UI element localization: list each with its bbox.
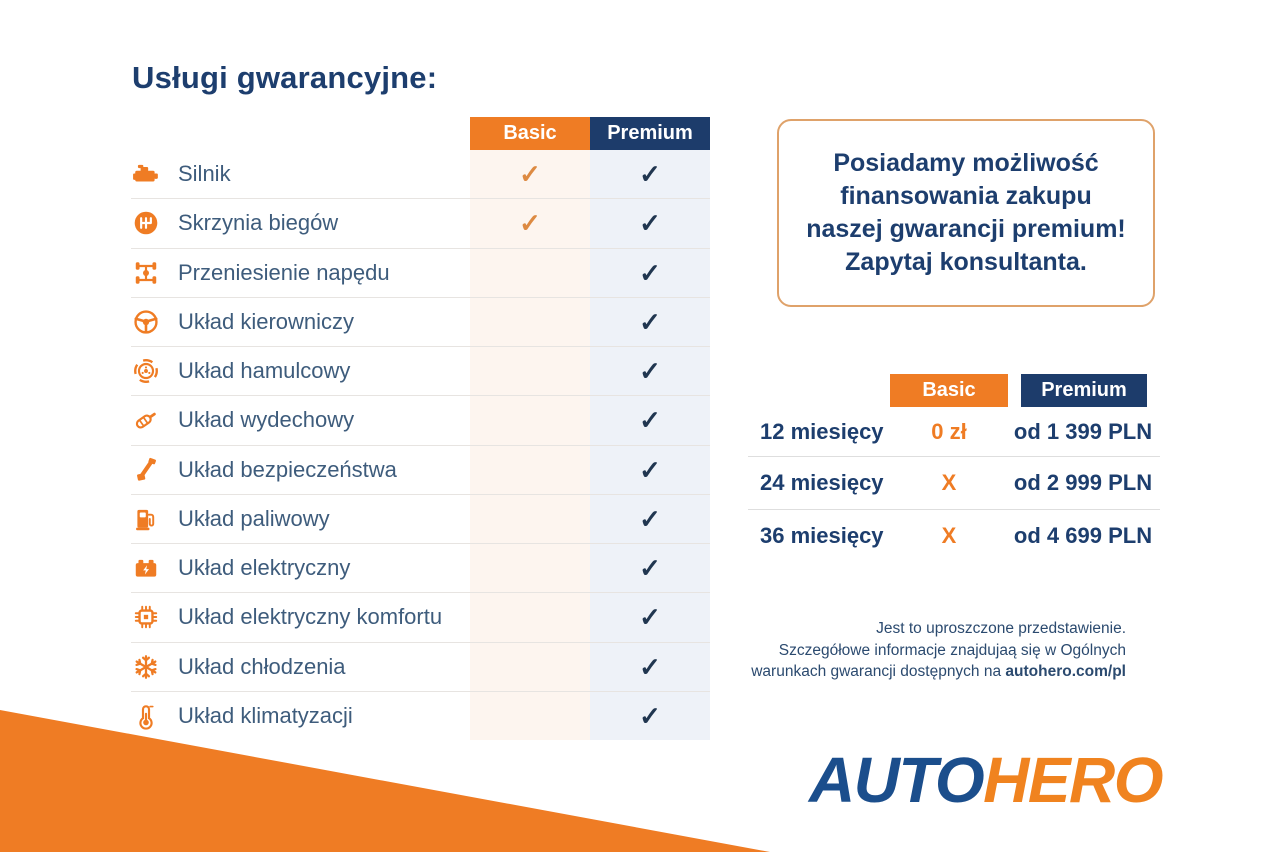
row-label: Układ klimatyzacji <box>178 702 353 728</box>
premium-cell <box>590 692 710 740</box>
table-row <box>131 150 710 199</box>
drivetrain-icon <box>132 259 160 287</box>
pricing-row <box>748 509 1160 562</box>
premium-cell <box>590 150 710 198</box>
table-row <box>131 249 710 298</box>
premium-checkmark: ✓ <box>639 208 661 239</box>
autohero-logo <box>809 743 1162 817</box>
row-label: Układ chłodzenia <box>178 653 346 679</box>
financing-line: Zapytaj konsultanta. <box>845 248 1087 276</box>
basic-cell <box>470 643 590 691</box>
pricing-premium-value: od 4 699 PLN <box>1013 523 1153 548</box>
pricing-premium-value: od 2 999 PLN <box>1013 470 1153 495</box>
pricing-premium-value: od 1 399 PLN <box>1013 418 1153 444</box>
row-label-cell <box>131 495 470 543</box>
premium-checkmark: ✓ <box>639 651 661 682</box>
row-label: Przeniesienie napędu <box>178 259 390 285</box>
table-row <box>131 446 710 495</box>
thermometer-icon <box>132 702 160 730</box>
pricing-basic-value: 0 zł <box>931 418 967 444</box>
basic-checkmark: ✓ <box>519 208 541 239</box>
pricing-period: 24 miesięcy <box>760 470 884 495</box>
disclaimer-line: warunkach gwarancji dostępnych na autohero.com/pl <box>751 663 1126 680</box>
pricing-period: 12 miesięcy <box>760 418 884 444</box>
financing-note-box <box>777 119 1155 307</box>
premium-column-header: Premium <box>590 117 710 150</box>
row-label-cell <box>131 593 470 641</box>
row-label: Układ paliwowy <box>178 505 330 531</box>
pricing-basic-header: Basic <box>890 374 1008 407</box>
row-label: Układ kierowniczy <box>178 308 355 334</box>
premium-cell <box>590 396 710 444</box>
pricing-row <box>748 456 1160 509</box>
row-label: Układ hamulcowy <box>178 358 351 384</box>
basic-column-header: Basic <box>470 117 590 150</box>
basic-cell <box>470 692 590 740</box>
pricing-basic-value: X <box>941 470 957 495</box>
gearbox-icon <box>132 209 160 237</box>
premium-checkmark: ✓ <box>639 356 661 387</box>
basic-cell <box>470 298 590 346</box>
table-row <box>131 298 710 347</box>
basic-cell <box>470 593 590 641</box>
premium-cell <box>590 199 710 247</box>
website-url: autohero.com/pl <box>1005 663 1126 680</box>
row-label: Układ elektryczny <box>178 555 351 581</box>
premium-checkmark: ✓ <box>639 553 661 584</box>
table-row <box>131 544 710 593</box>
premium-checkmark: ✓ <box>639 159 661 190</box>
page-title: Usługi gwarancyjne: <box>132 60 438 95</box>
steering-wheel-icon <box>132 308 160 336</box>
premium-cell <box>590 249 710 297</box>
basic-cell <box>470 544 590 592</box>
basic-cell <box>470 150 590 198</box>
row-label-cell <box>131 643 470 691</box>
basic-cell <box>470 347 590 395</box>
premium-cell <box>590 495 710 543</box>
basic-cell <box>470 495 590 543</box>
table-row <box>131 495 710 544</box>
row-label-cell <box>131 347 470 395</box>
engine-icon <box>132 160 160 188</box>
row-label: Układ elektryczny komfortu <box>178 604 443 630</box>
premium-checkmark: ✓ <box>639 257 661 288</box>
premium-checkmark: ✓ <box>639 503 661 534</box>
table-row <box>131 199 710 248</box>
basic-cell <box>470 396 590 444</box>
header-spacer <box>131 117 470 150</box>
logo-auto-text: AUTO <box>808 744 984 816</box>
disclaimer <box>606 618 1126 683</box>
row-label: Układ wydechowy <box>178 407 355 433</box>
pricing-table-header <box>748 374 1160 407</box>
premium-checkmark: ✓ <box>639 700 661 731</box>
seatbelt-icon <box>132 456 160 484</box>
disclaimer-line: Szczegółowe informacje znajdujaą się w Ogólnych <box>778 641 1126 659</box>
table-row <box>131 692 710 740</box>
financing-line: finansowania zakupu <box>840 182 1092 210</box>
financing-line: Posiadamy możliwość <box>833 149 1099 177</box>
premium-checkmark: ✓ <box>639 306 661 337</box>
row-label-cell <box>131 446 470 494</box>
premium-cell <box>590 544 710 592</box>
row-label-cell <box>131 692 470 740</box>
basic-checkmark: ✓ <box>519 159 541 190</box>
premium-checkmark: ✓ <box>639 454 661 485</box>
row-label: Skrzynia biegów <box>178 210 339 236</box>
logo-hero-text: HERO <box>983 744 1162 816</box>
comparison-table-header <box>131 117 710 150</box>
row-label: Układ bezpieczeństwa <box>178 456 397 482</box>
pricing-table <box>748 374 1160 562</box>
pricing-period: 36 miesięcy <box>760 523 884 548</box>
snowflake-icon <box>132 653 160 681</box>
row-label-cell <box>131 544 470 592</box>
basic-cell <box>470 199 590 247</box>
basic-cell <box>470 446 590 494</box>
basic-cell <box>470 249 590 297</box>
row-label-cell <box>131 396 470 444</box>
premium-cell <box>590 298 710 346</box>
pricing-row <box>748 407 1160 456</box>
brake-disc-icon <box>132 357 160 385</box>
exhaust-icon <box>132 406 160 434</box>
premium-checkmark: ✓ <box>639 405 661 436</box>
pricing-premium-header: Premium <box>1021 374 1147 407</box>
row-label-cell <box>131 249 470 297</box>
row-label-cell <box>131 199 470 247</box>
row-label-cell <box>131 298 470 346</box>
financing-line: naszej gwarancji premium! <box>806 215 1126 243</box>
fuel-pump-icon <box>132 505 160 533</box>
row-label: Silnik <box>178 161 231 187</box>
table-row <box>131 396 710 445</box>
premium-checkmark: ✓ <box>639 602 661 633</box>
chip-icon <box>132 603 160 631</box>
premium-cell <box>590 347 710 395</box>
row-label-cell <box>131 150 470 198</box>
pricing-basic-value: X <box>941 523 957 548</box>
disclaimer-line: Jest to uproszczone przedstawienie. <box>876 620 1126 637</box>
premium-cell <box>590 446 710 494</box>
battery-icon <box>132 554 160 582</box>
table-row <box>131 347 710 396</box>
